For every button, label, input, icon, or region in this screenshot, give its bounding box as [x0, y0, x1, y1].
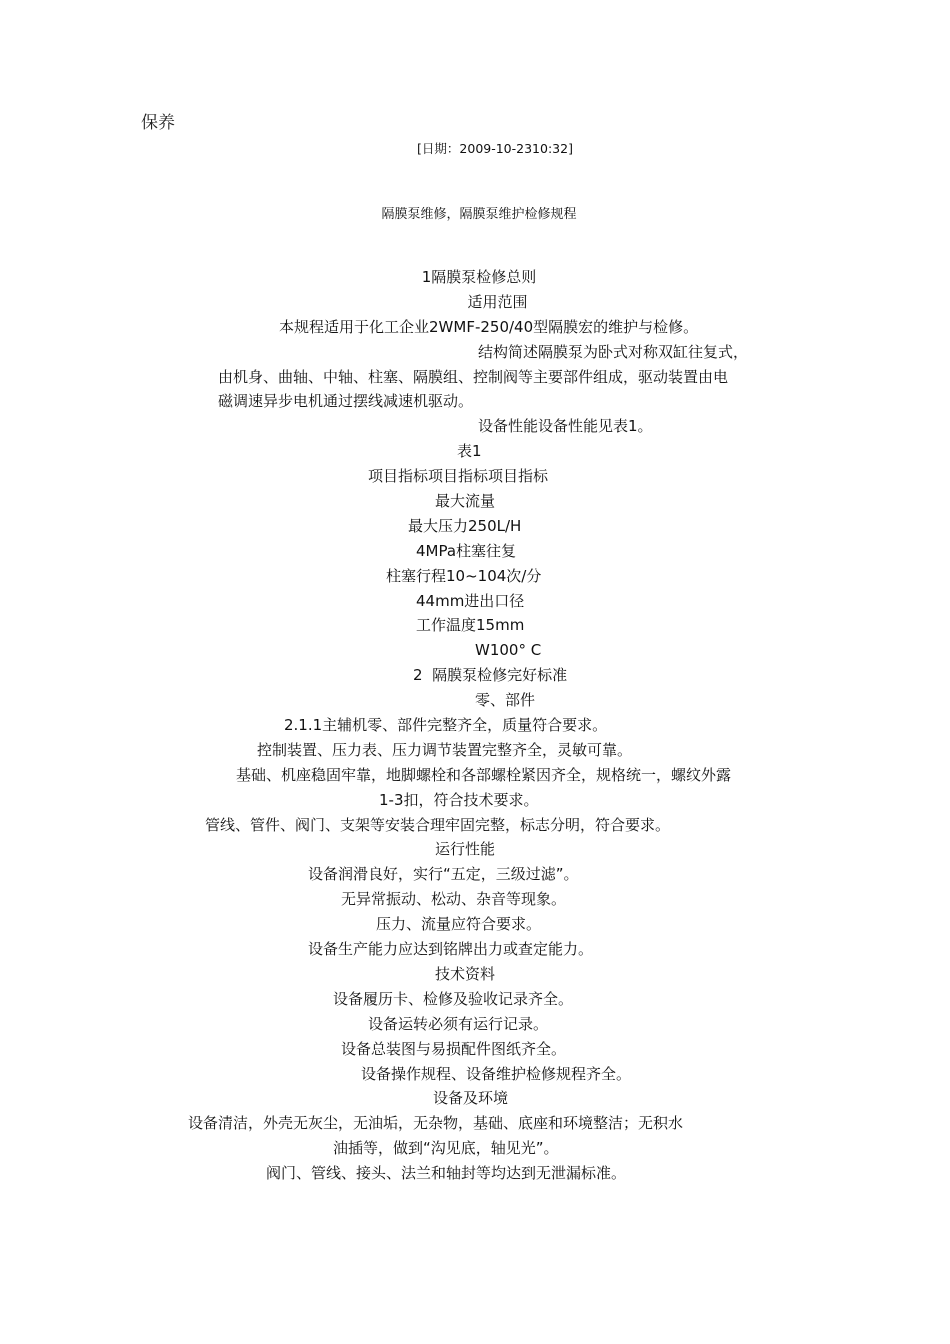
table-line: 44mm进出口径: [416, 591, 525, 610]
table-header-line: 项目指标项目指标项目指标: [368, 467, 549, 486]
document-body: [0, 265, 950, 1186]
section-heading-1: 1隔膜泵检修总则: [421, 268, 537, 286]
body-line: 压力、流量应符合要求。: [376, 915, 542, 934]
body-line: 1-3扣，符合技术要求。: [379, 790, 539, 809]
body-line: 本规程适用于化工企业2WMF-250/40型隔膜宏的维护与检修。: [279, 317, 699, 336]
body-line: 油插等，做到“沟见底，轴见光”。: [333, 1139, 559, 1158]
body-line: 设备操作规程、设备维护检修规程齐全。: [361, 1064, 632, 1083]
body-line: 由机身、曲轴、中轴、柱塞、隔膜组、控制阀等主要部件组成，驱动装置由电: [218, 367, 729, 386]
body-line: 2.1.1主辅机零、部件完整齐全，质量符合要求。: [284, 716, 608, 735]
body-line: 磁调速异步电机通过摆线减速机驱动。: [218, 392, 474, 411]
body-line: 控制装置、压力表、压力调节装置完整齐全，灵敏可靠。: [257, 740, 633, 759]
body-line: 设备履历卡、检修及验收记录齐全。: [333, 989, 574, 1008]
date-line: [日期：2009-10-2310:32]: [417, 141, 573, 156]
table-line: 最大压力250L/H: [408, 516, 522, 535]
body-line: 设备生产能力应达到铭牌出力或查定能力。: [308, 940, 594, 959]
body-line: 设备运转必须有运行记录。: [368, 1014, 549, 1033]
document-title: 隔膜泵维修，隔膜泵维护检修规程: [381, 207, 577, 222]
table-line: 最大流量: [435, 492, 496, 511]
table-line: W100° C: [475, 641, 542, 660]
section-heading-2: 2 隔膜泵检修完好标准: [413, 666, 568, 685]
subheading-tech-docs: 技术资料: [435, 964, 496, 983]
body-line: 无异常振动、松动、杂音等现象。: [341, 890, 567, 909]
body-line: 基础、机座稳固牢靠，地脚螺栓和各部螺栓紧因齐全，规格统一，螺纹外露: [236, 765, 732, 784]
table-line: 4MPa柱塞往复: [416, 541, 517, 560]
body-line: 设备总装图与易损配件图纸齐全。: [341, 1039, 567, 1058]
subheading-operation: 运行性能: [435, 840, 496, 859]
body-line: 设备润滑良好，实行“五定，三级过滤”。: [308, 865, 579, 884]
header-word: 保养: [141, 113, 175, 133]
subheading-scope: 适用范围: [467, 292, 528, 311]
body-line: 设备性能设备性能见表1。: [478, 417, 653, 436]
body-line: 结构简述隔膜泵为卧式对称双缸往复式，: [478, 342, 749, 361]
body-line: 设备清洁，外壳无灰尘，无油垢，无杂物，基础、底座和环境整洁；无积水: [188, 1114, 684, 1133]
body-line: 阀门、管线、接头、法兰和轴封等均达到无泄漏标准。: [266, 1164, 627, 1183]
subheading-environment: 设备及环境: [433, 1089, 509, 1108]
subheading-parts: 零、部件: [475, 691, 536, 710]
table-caption: 表1: [457, 442, 482, 461]
table-line: 柱塞行程10~104次/分: [386, 566, 542, 585]
body-line: 管线、管件、阀门、支架等安装合理牢固完整，标志分明，符合要求。: [205, 815, 671, 834]
table-line: 工作温度15mm: [416, 616, 525, 635]
